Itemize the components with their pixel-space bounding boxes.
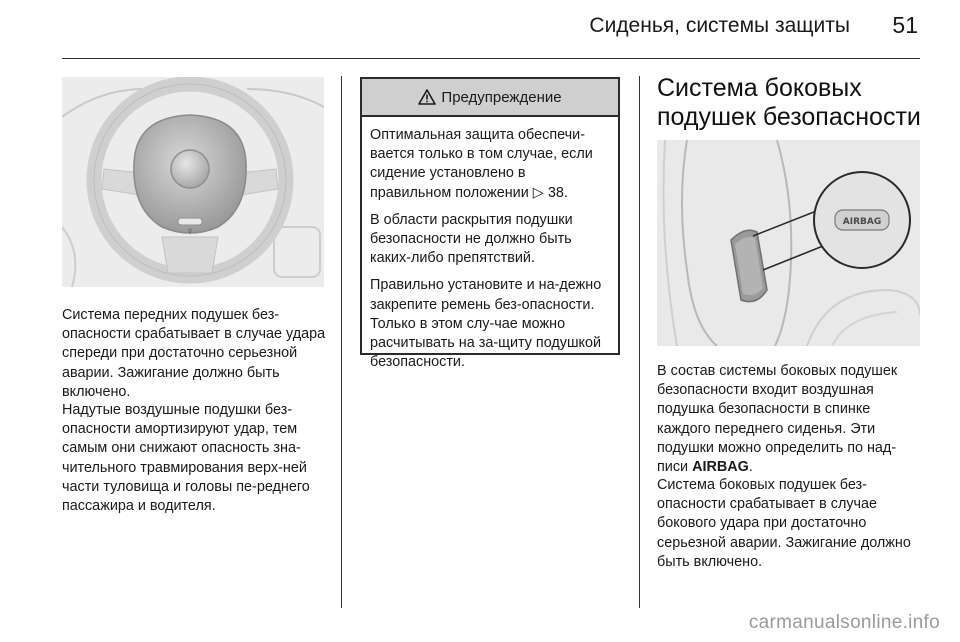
left-paragraph-1: Система передних подушек без-опасности срабатывает в случае удара спереди при достаточно серьезной аварии. Зажигание должно быть включено. [62,307,326,400]
page-header-title: Сиденья, системы защиты [589,14,850,37]
warning-paragraph-2: В области раскрытия подушки безопасности не должно быть каких-либо препятствий. [370,211,573,267]
seat-side-airbag-illustration [657,140,920,346]
page-number: 51 [892,12,918,38]
watermark: carmanualsonline.info [748,612,940,633]
warning-header [362,79,618,117]
left-paragraph-2: Надутые воздушные подушки без-опасности амортизируют удар, тем самым они снижают опасность зна-чительного травмирования верх-ней части туловища и головы пе-реднего пассажира и водителя. [62,402,310,515]
column-divider-left [341,76,342,608]
warning-triangle-icon [418,89,436,105]
page-reference-link[interactable]: 38. [547,184,568,201]
section-title: Система боковых подушек безопасности [657,74,921,131]
steering-wheel-airbag-illustration [62,77,324,287]
warning-title: Предупреждение [441,88,562,106]
airbag-label-mark: AIRBAG [842,217,882,227]
right-paragraph-1: В состав системы боковых подушек безопасности входит воздушная подушка безопасности в спинке каждого переднего сиденья. Эти подушки можно определить по над-писи AIRBAG. [657,363,898,476]
reference-arrow-icon: ▷ [532,184,544,201]
header-divider [62,58,920,59]
warning-box [360,77,620,371]
svg-text:♀: ♀ [187,228,193,235]
airbag-bold-label: AIRBAG [692,459,749,476]
right-paragraph-2: Система боковых подушек без-опасности срабатывает в случае бокового удара при достаточно серьезной аварии. Зажигание должно быть включено. [657,477,911,570]
warning-paragraph-3: Правильно установите и на-дежно закрепите ремень без-опасности. Только в этом слу-чае можно расчитывать на за-щиту подушкой безопасности. [370,277,602,371]
column-divider-right [639,76,640,608]
warning-paragraph-1: Оптимальная защита обеспечи-вается только в том случае, если сидение установлено в правильном положении ▷ 38. [370,127,593,201]
